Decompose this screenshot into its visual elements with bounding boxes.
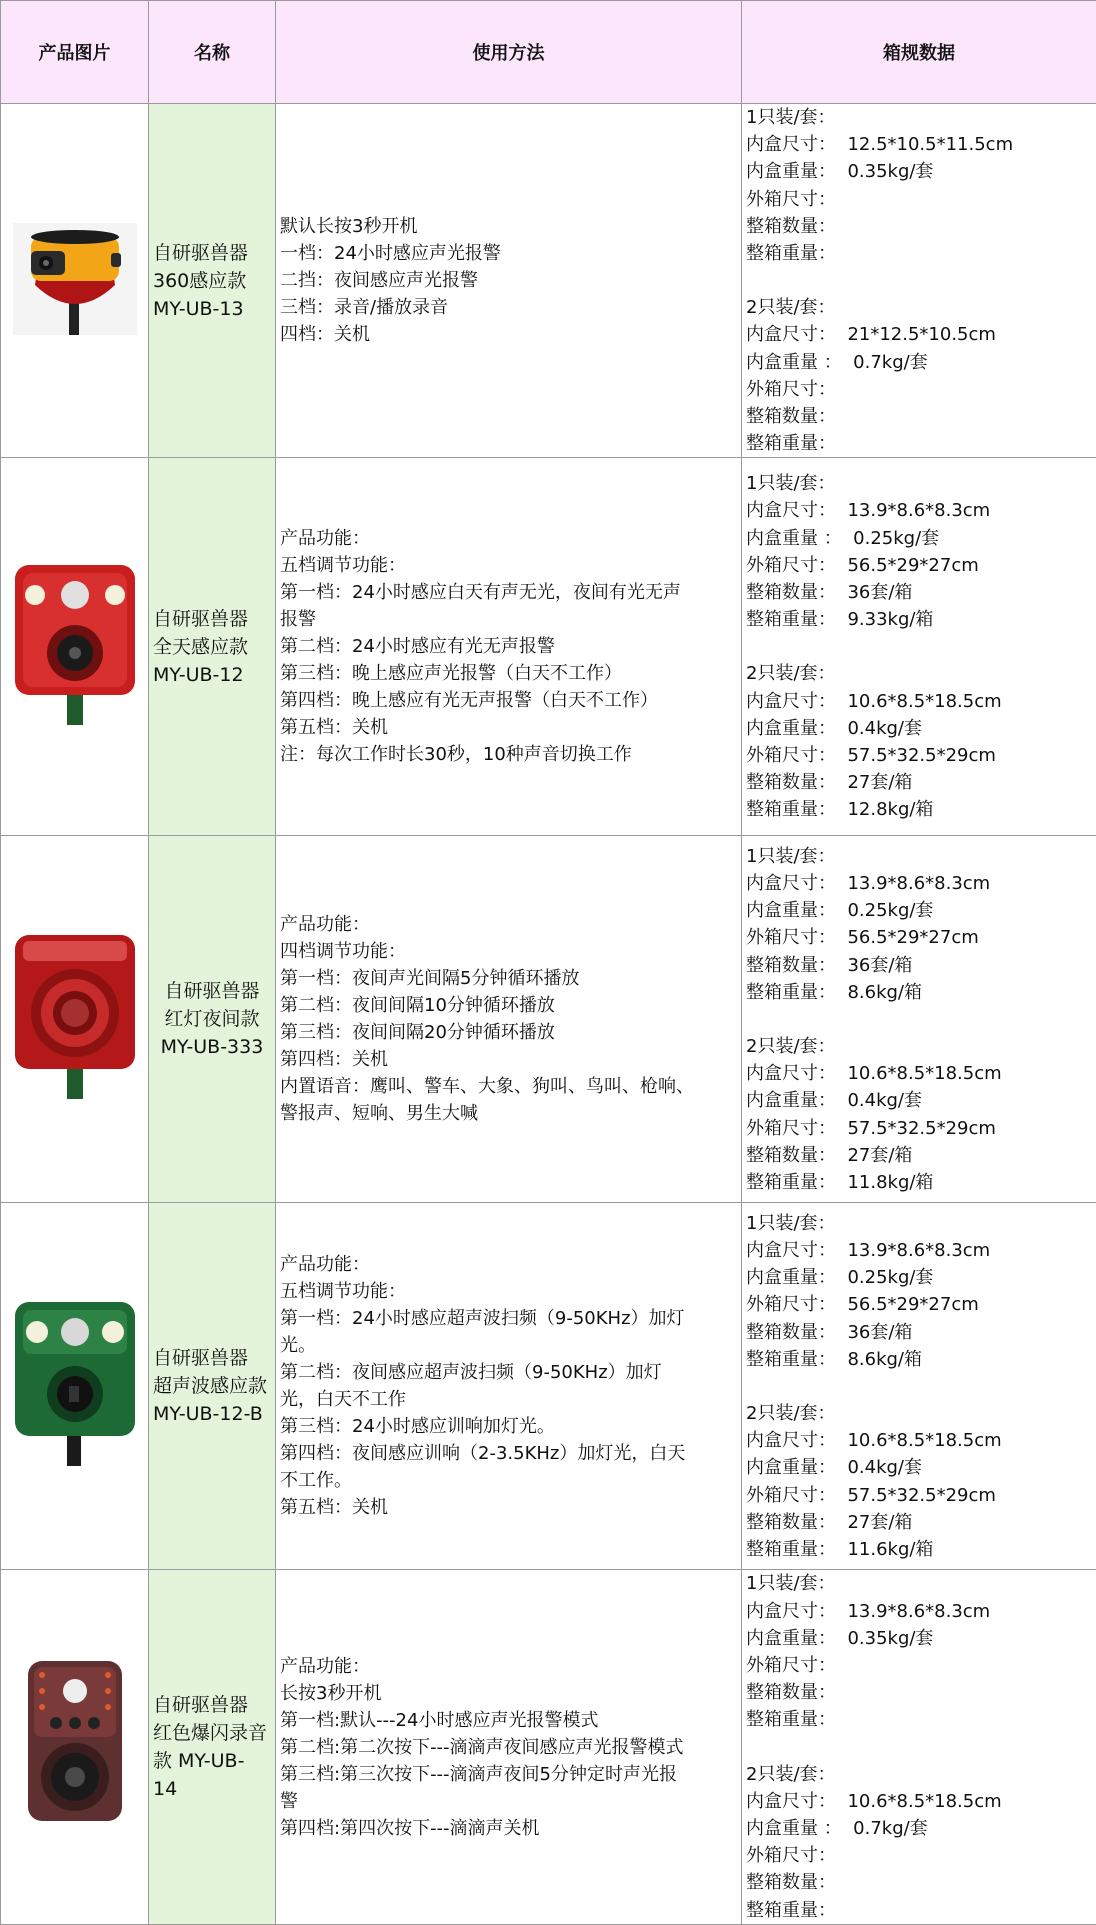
name-line: 360感应款 — [153, 267, 271, 295]
spec-line: 整箱重量： — [746, 1706, 1092, 1733]
usage-line: 第四档：晚上感应有光无声报警（白天不工作） — [280, 687, 737, 714]
header-spec: 箱规数据 — [742, 1, 1096, 104]
table-row — [1, 458, 1096, 836]
spec-line: 整箱重量： 8.6kg/箱 — [746, 979, 1092, 1006]
usage-cell — [276, 104, 742, 458]
spec-gap — [746, 1734, 1092, 1761]
usage-line: 光。 — [280, 1332, 737, 1359]
usage-line: 二挡：夜间感应声光报警 — [280, 267, 737, 294]
usage-line: 第一档：24小时感应白天有声无光，夜间有光无声 — [280, 579, 737, 606]
spec-line: 内盒重量： 0.4kg/套 — [746, 1087, 1092, 1114]
usage-line: 第四档:第四次按下---滴滴声关机 — [280, 1815, 737, 1842]
spec-line: 外箱尺寸： 56.5*29*27cm — [746, 1291, 1092, 1318]
spec-line: 内盒尺寸： 10.6*8.5*18.5cm — [746, 1060, 1092, 1087]
usage-line: 第三档：夜间间隔20分钟循环播放 — [280, 1019, 737, 1046]
spec-line: 1只装/套： — [746, 470, 1092, 497]
usage-cell — [276, 1203, 742, 1570]
name-line: MY-UB-13 — [153, 295, 271, 323]
spec-line: 整箱重量： — [746, 1897, 1092, 1924]
spec-line: 内盒重量 ： 0.7kg/套 — [746, 1815, 1092, 1842]
usage-line: 第四档：夜间感应训响（2-3.5KHz）加灯光，白天 — [280, 1440, 737, 1467]
spec-cell — [742, 458, 1096, 836]
spec-line: 1只装/套： — [746, 843, 1092, 870]
spec-line: 外箱尺寸： — [746, 1842, 1092, 1869]
name-line: 红灯夜间款 — [153, 1005, 271, 1033]
usage-line: 内置语音：鹰叫、警车、大象、狗叫、鸟叫、枪响、 — [280, 1073, 737, 1100]
usage-cell — [276, 836, 742, 1203]
spec-line: 内盒尺寸： 21*12.5*10.5cm — [746, 321, 1092, 348]
spec-line: 内盒尺寸： 13.9*8.6*8.3cm — [746, 1237, 1092, 1264]
product-name-cell — [149, 1570, 276, 1924]
spec-line: 内盒重量： 0.25kg/套 — [746, 897, 1092, 924]
product-allday-image — [11, 565, 139, 725]
header-image: 产品图片 — [1, 1, 149, 104]
spec-line: 整箱重量： 8.6kg/箱 — [746, 1346, 1092, 1373]
header-row — [1, 1, 1096, 104]
usage-line: 四档调节功能： — [280, 938, 737, 965]
spec-line: 2只装/套： — [746, 1033, 1092, 1060]
spec-line: 整箱数量： 27套/箱 — [746, 1142, 1092, 1169]
usage-line: 不工作。 — [280, 1467, 737, 1494]
spec-line: 整箱数量： 36套/箱 — [746, 952, 1092, 979]
product-redlight-image — [11, 935, 139, 1099]
spec-line: 外箱尺寸： — [746, 186, 1092, 213]
usage-line: 产品功能： — [280, 525, 737, 552]
product-360-image — [13, 223, 137, 335]
spec-line: 内盒尺寸： 12.5*10.5*11.5cm — [746, 131, 1092, 158]
usage-line: 五档调节功能： — [280, 1278, 737, 1305]
usage-line: 警报声、短响、男生大喊 — [280, 1100, 737, 1127]
usage-line: 第五档：关机 — [280, 1494, 737, 1521]
spec-line: 2只装/套： — [746, 1761, 1092, 1788]
product-name-cell — [149, 1203, 276, 1570]
spec-line: 整箱数量： — [746, 213, 1092, 240]
table-row — [1, 1203, 1096, 1570]
product-name-cell — [149, 836, 276, 1203]
usage-line: 注：每次工作时长30秒，10种声音切换工作 — [280, 741, 737, 768]
spec-line: 内盒尺寸： 13.9*8.6*8.3cm — [746, 870, 1092, 897]
spec-line: 内盒重量： 0.35kg/套 — [746, 1625, 1092, 1652]
usage-line: 默认长按3秒开机 — [280, 213, 737, 240]
name-line: 14 — [153, 1775, 271, 1803]
usage-line: 报警 — [280, 606, 737, 633]
usage-line: 产品功能： — [280, 1653, 737, 1680]
name-line: 自研驱兽器 — [153, 239, 271, 267]
product-strobe-image — [20, 1661, 130, 1829]
usage-line: 四档：关机 — [280, 321, 737, 348]
spec-cell — [742, 104, 1096, 458]
usage-line: 三档：录音/播放录音 — [280, 294, 737, 321]
spec-line: 1只装/套： — [746, 1570, 1092, 1597]
name-line: 款 MY-UB- — [153, 1747, 271, 1775]
usage-cell — [276, 458, 742, 836]
usage-line: 一档：24小时感应声光报警 — [280, 240, 737, 267]
spec-line: 整箱数量： 36套/箱 — [746, 1319, 1092, 1346]
spec-line: 整箱重量： 11.8kg/箱 — [746, 1169, 1092, 1196]
spec-line: 整箱数量： 27套/箱 — [746, 769, 1092, 796]
spec-line: 内盒重量： 0.4kg/套 — [746, 1454, 1092, 1481]
usage-line: 第二档：24小时感应有光无声报警 — [280, 633, 737, 660]
spec-line: 内盒尺寸： 13.9*8.6*8.3cm — [746, 1598, 1092, 1625]
name-line: 红色爆闪录音 — [153, 1719, 271, 1747]
spec-line: 2只装/套： — [746, 1400, 1092, 1427]
spec-line: 外箱尺寸： 57.5*32.5*29cm — [746, 1482, 1092, 1509]
spec-line: 整箱重量： — [746, 430, 1092, 457]
usage-line: 第一档：夜间声光间隔5分钟循环播放 — [280, 965, 737, 992]
product-image-cell — [1, 458, 149, 836]
usage-cell — [276, 1570, 742, 1924]
spec-line: 整箱数量： — [746, 1679, 1092, 1706]
name-line: 全天感应款 — [153, 633, 271, 661]
spec-line: 2只装/套： — [746, 294, 1092, 321]
name-line: MY-UB-333 — [153, 1033, 271, 1061]
usage-line: 产品功能： — [280, 911, 737, 938]
product-ultrasonic-image — [11, 1302, 139, 1466]
usage-line: 第二档：夜间感应超声波扫频（9-50KHz）加灯 — [280, 1359, 737, 1386]
spec-line: 2只装/套： — [746, 660, 1092, 687]
name-line: 自研驱兽器 — [153, 1344, 271, 1372]
table-row — [1, 836, 1096, 1203]
spec-line: 内盒重量： 0.35kg/套 — [746, 158, 1092, 185]
spec-line: 外箱尺寸： 57.5*32.5*29cm — [746, 1115, 1092, 1142]
name-line: 自研驱兽器 — [153, 1691, 271, 1719]
name-line: MY-UB-12-B — [153, 1400, 271, 1428]
product-name-cell — [149, 104, 276, 458]
usage-line: 第一档:默认---24小时感应声光报警模式 — [280, 1707, 737, 1734]
spec-line: 内盒尺寸： 13.9*8.6*8.3cm — [746, 497, 1092, 524]
product-name-cell — [149, 458, 276, 836]
spec-line: 内盒重量 ： 0.25kg/套 — [746, 525, 1092, 552]
name-line: 超声波感应款 — [153, 1372, 271, 1400]
spec-line: 整箱数量： — [746, 403, 1092, 430]
usage-line: 第五档：关机 — [280, 714, 737, 741]
name-line: MY-UB-12 — [153, 661, 271, 689]
usage-line: 五档调节功能： — [280, 552, 737, 579]
usage-line: 第三档：晚上感应声光报警（白天不工作） — [280, 660, 737, 687]
usage-line: 第四档：关机 — [280, 1046, 737, 1073]
usage-line: 第一档：24小时感应超声波扫频（9-50KHz）加灯 — [280, 1305, 737, 1332]
spec-line: 整箱重量： 11.6kg/箱 — [746, 1536, 1092, 1563]
name-line: 自研驱兽器 — [153, 605, 271, 633]
name-line: 自研驱兽器 — [153, 977, 271, 1005]
usage-line: 光，白天不工作 — [280, 1386, 737, 1413]
usage-line: 第三档：24小时感应训响加灯光。 — [280, 1413, 737, 1440]
usage-line: 产品功能： — [280, 1251, 737, 1278]
spec-line: 内盒重量： 0.4kg/套 — [746, 715, 1092, 742]
spec-line: 外箱尺寸： — [746, 376, 1092, 403]
product-image-cell — [1, 1203, 149, 1570]
spec-gap — [746, 267, 1092, 294]
header-name: 名称 — [149, 1, 276, 104]
spec-line: 整箱重量： 9.33kg/箱 — [746, 606, 1092, 633]
spec-line: 1只装/套： — [746, 104, 1092, 131]
spec-line: 整箱重量： — [746, 240, 1092, 267]
header-usage: 使用方法 — [276, 1, 742, 104]
spec-line: 外箱尺寸： 56.5*29*27cm — [746, 552, 1092, 579]
spec-line: 外箱尺寸： 56.5*29*27cm — [746, 924, 1092, 951]
product-image-cell — [1, 1570, 149, 1924]
spec-line: 外箱尺寸： 57.5*32.5*29cm — [746, 742, 1092, 769]
spec-gap — [746, 1006, 1092, 1033]
spec-cell — [742, 1203, 1096, 1570]
spec-line: 内盒尺寸： 10.6*8.5*18.5cm — [746, 1788, 1092, 1815]
usage-line: 警 — [280, 1788, 737, 1815]
spec-gap — [746, 633, 1092, 660]
spec-cell — [742, 1570, 1096, 1924]
spec-line: 整箱数量： 27套/箱 — [746, 1509, 1092, 1536]
usage-line: 第三档:第三次按下---滴滴声夜间5分钟定时声光报 — [280, 1761, 737, 1788]
spec-line: 外箱尺寸： — [746, 1652, 1092, 1679]
spec-line: 1只装/套： — [746, 1210, 1092, 1237]
spec-line: 整箱数量： — [746, 1869, 1092, 1896]
spec-line: 整箱数量： 36套/箱 — [746, 579, 1092, 606]
spec-line: 内盒重量 ： 0.7kg/套 — [746, 349, 1092, 376]
table-row — [1, 104, 1096, 458]
spec-line: 内盒重量： 0.25kg/套 — [746, 1264, 1092, 1291]
spec-gap — [746, 1373, 1092, 1400]
spec-cell — [742, 836, 1096, 1203]
usage-line: 第二档:第二次按下---滴滴声夜间感应声光报警模式 — [280, 1734, 737, 1761]
table-row — [1, 1570, 1096, 1924]
product-image-cell — [1, 104, 149, 458]
usage-line: 长按3秒开机 — [280, 1680, 737, 1707]
product-image-cell — [1, 836, 149, 1203]
usage-line: 第二档：夜间间隔10分钟循环播放 — [280, 992, 737, 1019]
spec-line: 内盒尺寸： 10.6*8.5*18.5cm — [746, 688, 1092, 715]
spec-line: 内盒尺寸： 10.6*8.5*18.5cm — [746, 1427, 1092, 1454]
spec-line: 整箱重量： 12.8kg/箱 — [746, 796, 1092, 823]
